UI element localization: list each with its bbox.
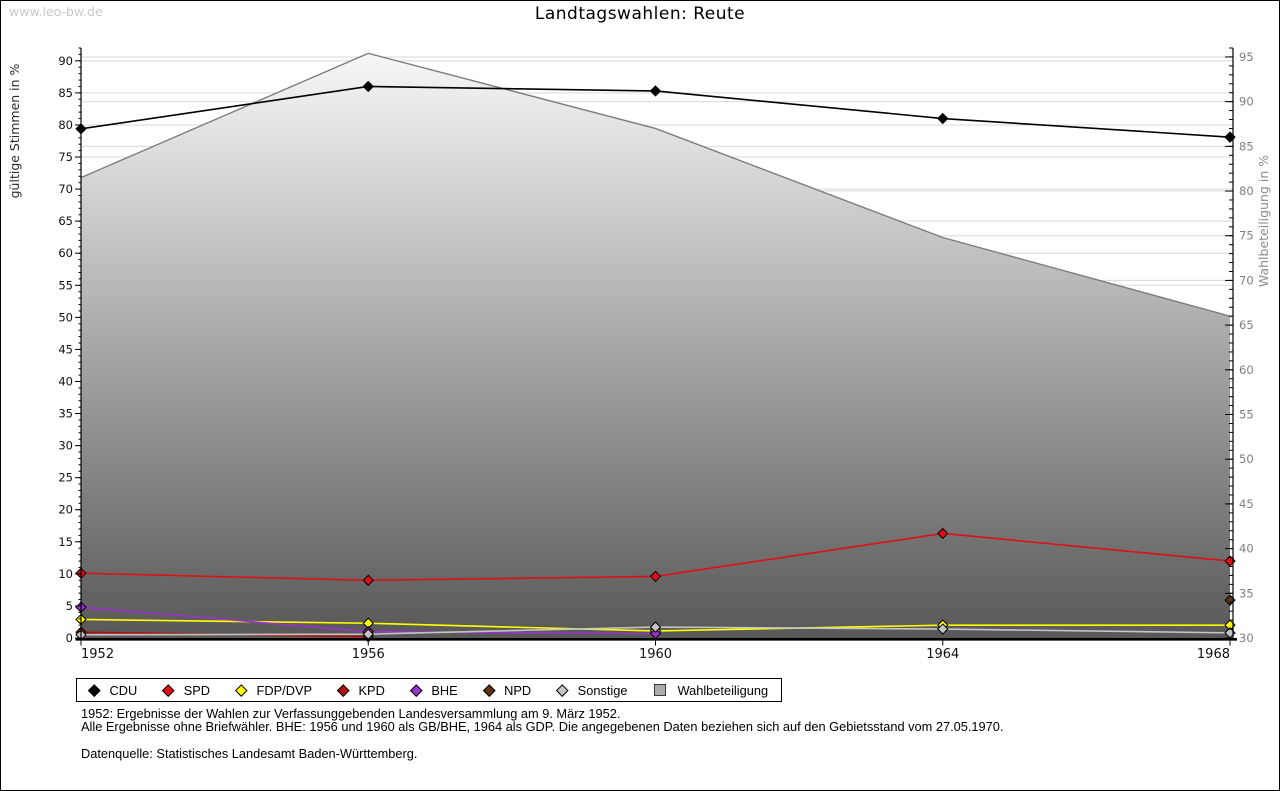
legend-item-label: FDP/DVP bbox=[256, 682, 313, 698]
right-axis-title: Wahlbeteiligung in % bbox=[1256, 154, 1271, 288]
legend bbox=[76, 678, 782, 702]
right-tick-label-60: 60 bbox=[1239, 362, 1254, 377]
legend-item-kpd bbox=[339, 683, 385, 698]
legend-item-label: NPD bbox=[504, 682, 532, 698]
left-tick-label-85: 85 bbox=[58, 85, 73, 100]
left-tick-label-55: 55 bbox=[58, 278, 73, 293]
legend-item-npd bbox=[485, 683, 532, 698]
legend-diamond-icon bbox=[410, 684, 422, 696]
left-tick-label-65: 65 bbox=[58, 214, 73, 229]
marker-cdu-1964 bbox=[938, 114, 948, 124]
left-tick-label-20: 20 bbox=[58, 502, 73, 517]
left-axis-title: gültige Stimmen in % bbox=[7, 63, 22, 199]
legend-item-label: CDU bbox=[109, 682, 138, 698]
left-tick-label-70: 70 bbox=[58, 182, 73, 197]
right-tick-label-55: 55 bbox=[1239, 407, 1254, 422]
chart-title: Landtagswahlen: Reute bbox=[534, 4, 746, 24]
legend-item-label: SPD bbox=[183, 682, 211, 698]
right-tick-label-45: 45 bbox=[1239, 496, 1254, 511]
right-tick-label-35: 35 bbox=[1239, 586, 1254, 601]
right-tick-label-90: 90 bbox=[1239, 94, 1254, 109]
left-tick-label-60: 60 bbox=[58, 246, 73, 261]
footnote-line-2: Alle Ergebnisse ohne Briefwähler. BHE: 1956 und 1960 als GB/BHE, 1964 als GDP. Die angegebenen Daten beziehen sich auf den Gebietsstand vom 27.05.1970. bbox=[81, 719, 1004, 735]
legend-item-wahlbeteiligung bbox=[654, 683, 768, 698]
left-tick-label-90: 90 bbox=[58, 53, 73, 68]
right-tick-label-80: 80 bbox=[1239, 184, 1254, 199]
watermark: www.leo-bw.de bbox=[9, 4, 103, 19]
right-tick-label-40: 40 bbox=[1239, 541, 1254, 556]
legend-square-icon bbox=[654, 684, 666, 696]
legend-item-label: KPD bbox=[358, 682, 385, 698]
legend-item-cdu bbox=[90, 683, 137, 698]
left-tick-label-40: 40 bbox=[58, 374, 73, 389]
left-tick-label-0: 0 bbox=[65, 631, 73, 645]
left-tick-label-15: 15 bbox=[58, 534, 73, 549]
legend-item-bhe bbox=[412, 683, 458, 698]
legend-item-sonstige bbox=[558, 683, 627, 698]
right-tick-label-95: 95 bbox=[1239, 49, 1254, 64]
chart-canvas bbox=[1, 1, 1280, 671]
left-tick-label-30: 30 bbox=[58, 438, 73, 453]
right-tick-label-85: 85 bbox=[1239, 139, 1254, 154]
legend-item-label: Wahlbeteiligung bbox=[677, 682, 769, 698]
legend-item-fdp-dvp bbox=[237, 683, 312, 698]
x-tick-label-1952: 1952 bbox=[81, 647, 115, 662]
legend-diamond-icon bbox=[556, 684, 568, 696]
left-tick-label-75: 75 bbox=[58, 150, 73, 165]
x-tick-label-1956: 1956 bbox=[351, 647, 385, 662]
left-tick-label-10: 10 bbox=[58, 566, 73, 581]
legend-diamond-icon bbox=[337, 684, 349, 696]
legend-diamond-icon bbox=[483, 684, 495, 696]
right-tick-label-50: 50 bbox=[1239, 452, 1254, 467]
legend-item-spd bbox=[164, 683, 210, 698]
right-tick-label-65: 65 bbox=[1239, 318, 1254, 333]
x-tick-label-1968: 1968 bbox=[1196, 647, 1230, 662]
legend-item-label: BHE bbox=[431, 682, 458, 698]
legend-diamond-icon bbox=[88, 684, 100, 696]
left-tick-label-5: 5 bbox=[65, 598, 73, 613]
right-tick-label-30: 30 bbox=[1239, 631, 1254, 645]
area-fill-wahlbeteiligung bbox=[81, 53, 1230, 638]
legend-diamond-icon bbox=[235, 684, 247, 696]
legend-diamond-icon bbox=[162, 684, 174, 696]
right-tick-label-70: 70 bbox=[1239, 273, 1254, 288]
footnotes bbox=[81, 707, 1003, 760]
x-tick-label-1960: 1960 bbox=[638, 647, 673, 662]
left-tick-label-25: 25 bbox=[58, 470, 73, 485]
left-tick-label-80: 80 bbox=[58, 117, 73, 132]
right-tick-label-75: 75 bbox=[1239, 228, 1254, 243]
footnote-source: Datenquelle: Statistisches Landesamt Baden-Württemberg. bbox=[81, 745, 418, 761]
area-wahlbeteiligung bbox=[81, 53, 1230, 638]
left-tick-label-35: 35 bbox=[58, 406, 73, 421]
x-tick-label-1964: 1964 bbox=[926, 647, 960, 662]
marker-cdu-1960 bbox=[651, 86, 661, 96]
legend-item-label: Sonstige bbox=[577, 682, 628, 698]
left-tick-label-50: 50 bbox=[58, 310, 73, 325]
footnote-line-1: 1952: Ergebnisse der Wahlen zur Verfassunggebenden Landesversammlung am 9. März 1952. bbox=[81, 706, 621, 721]
left-tick-label-45: 45 bbox=[58, 342, 73, 357]
